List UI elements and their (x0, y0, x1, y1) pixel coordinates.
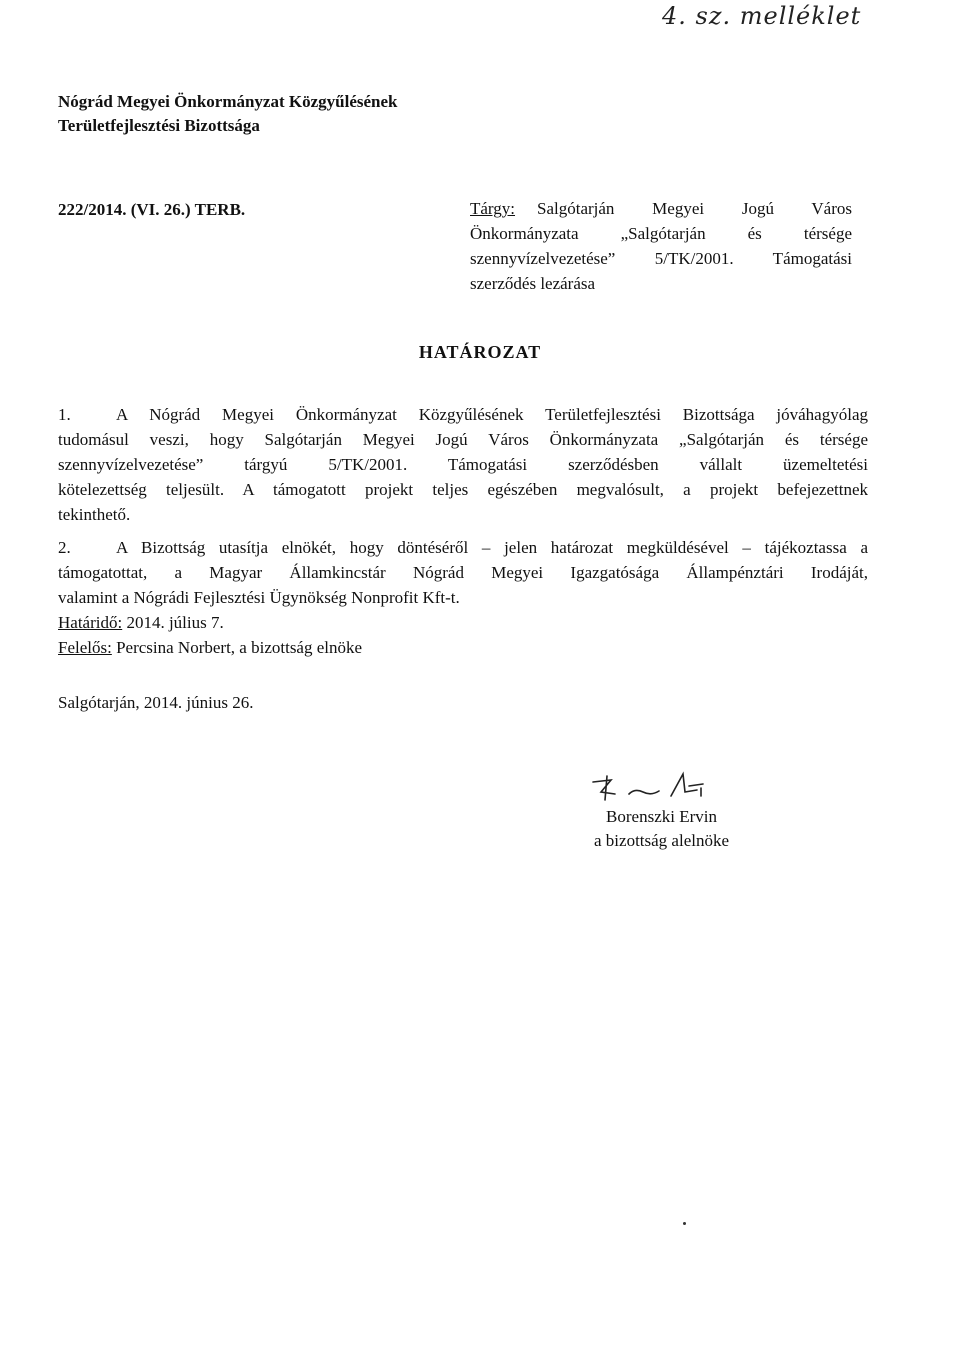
subject-label: Tárgy: (470, 199, 516, 218)
handwritten-annotation: 4. sz. melléklet (662, 2, 862, 30)
issuer-line-2: Területfejlesztési Bizottsága (58, 116, 260, 135)
resolution-item-1 (58, 402, 868, 527)
item-1-line-5: tekinthető. (58, 505, 131, 524)
item-1-number: 1. (58, 405, 71, 424)
deadline-label: Határidő: (58, 613, 123, 632)
signatory-name: Borenszki Ervin (606, 807, 717, 826)
scan-speck (683, 1222, 686, 1225)
item-2-line-3: valamint a Nógrádi Fejlesztési Ügynökség Nonprofit Kft-t. (58, 588, 460, 607)
item-1-line-3: szennyvízelvezetése” tárgyú 5/TK/2001. Támogatási szerződésben vállalt üzemeltetési (58, 455, 868, 474)
item-2-line-1: 2. A Bizottság utasítja elnökét, hogy döntéséről – jelen határozat megküldésével – tájékoztassa a (58, 535, 868, 560)
subject-block (470, 196, 852, 296)
item-1-line-2: tudomásul veszi, hogy Salgótarján Megyei Jogú Város Önkormányzata „Salgótarján és térsége (58, 430, 868, 449)
deadline-value: 2014. július 7. (126, 613, 224, 632)
item-2-number: 2. (58, 538, 71, 557)
item-1-line-4: kötelezettség teljesült. A támogatott projekt teljes egészében megvalósult, a projekt befejezettnek (58, 480, 868, 499)
responsible-value: Percsina Norbert, a bizottság elnöke (116, 638, 363, 657)
signatory-title: a bizottság alelnöke (594, 831, 730, 850)
issuer-block (58, 90, 398, 138)
handwritten-signature (585, 770, 715, 808)
signatory-block (594, 805, 729, 853)
item-2-line-2: támogatottat, a Magyar Államkincstár Nógrád Megyei Igazgatósága Állampénztári Irodáját, (58, 563, 868, 582)
issuer-line-1: Nógrád Megyei Önkormányzat Közgyűlésének (58, 92, 398, 111)
deadline-line (58, 610, 868, 635)
responsible-label: Felelős: (58, 638, 112, 657)
resolution-item-2 (58, 535, 868, 660)
decision-title: HATÁROZAT (418, 342, 542, 362)
place-and-date: Salgótarján, 2014. június 26. (58, 693, 254, 712)
item-1-line-1: 1. A Nógrád Megyei Önkormányzat Közgyűlésének Területfejlesztési Bizottsága jóváhagyólag (58, 402, 868, 427)
responsible-line (58, 635, 868, 660)
reference-number: 222/2014. (VI. 26.) TERB. (58, 200, 246, 219)
subject-text: Salgótarján Megyei Jogú Város Önkormányzata „Salgótarján és térsége szennyvízelvezetése” 5/TK/2001. Támogatási szerződés lezárása (470, 199, 852, 293)
